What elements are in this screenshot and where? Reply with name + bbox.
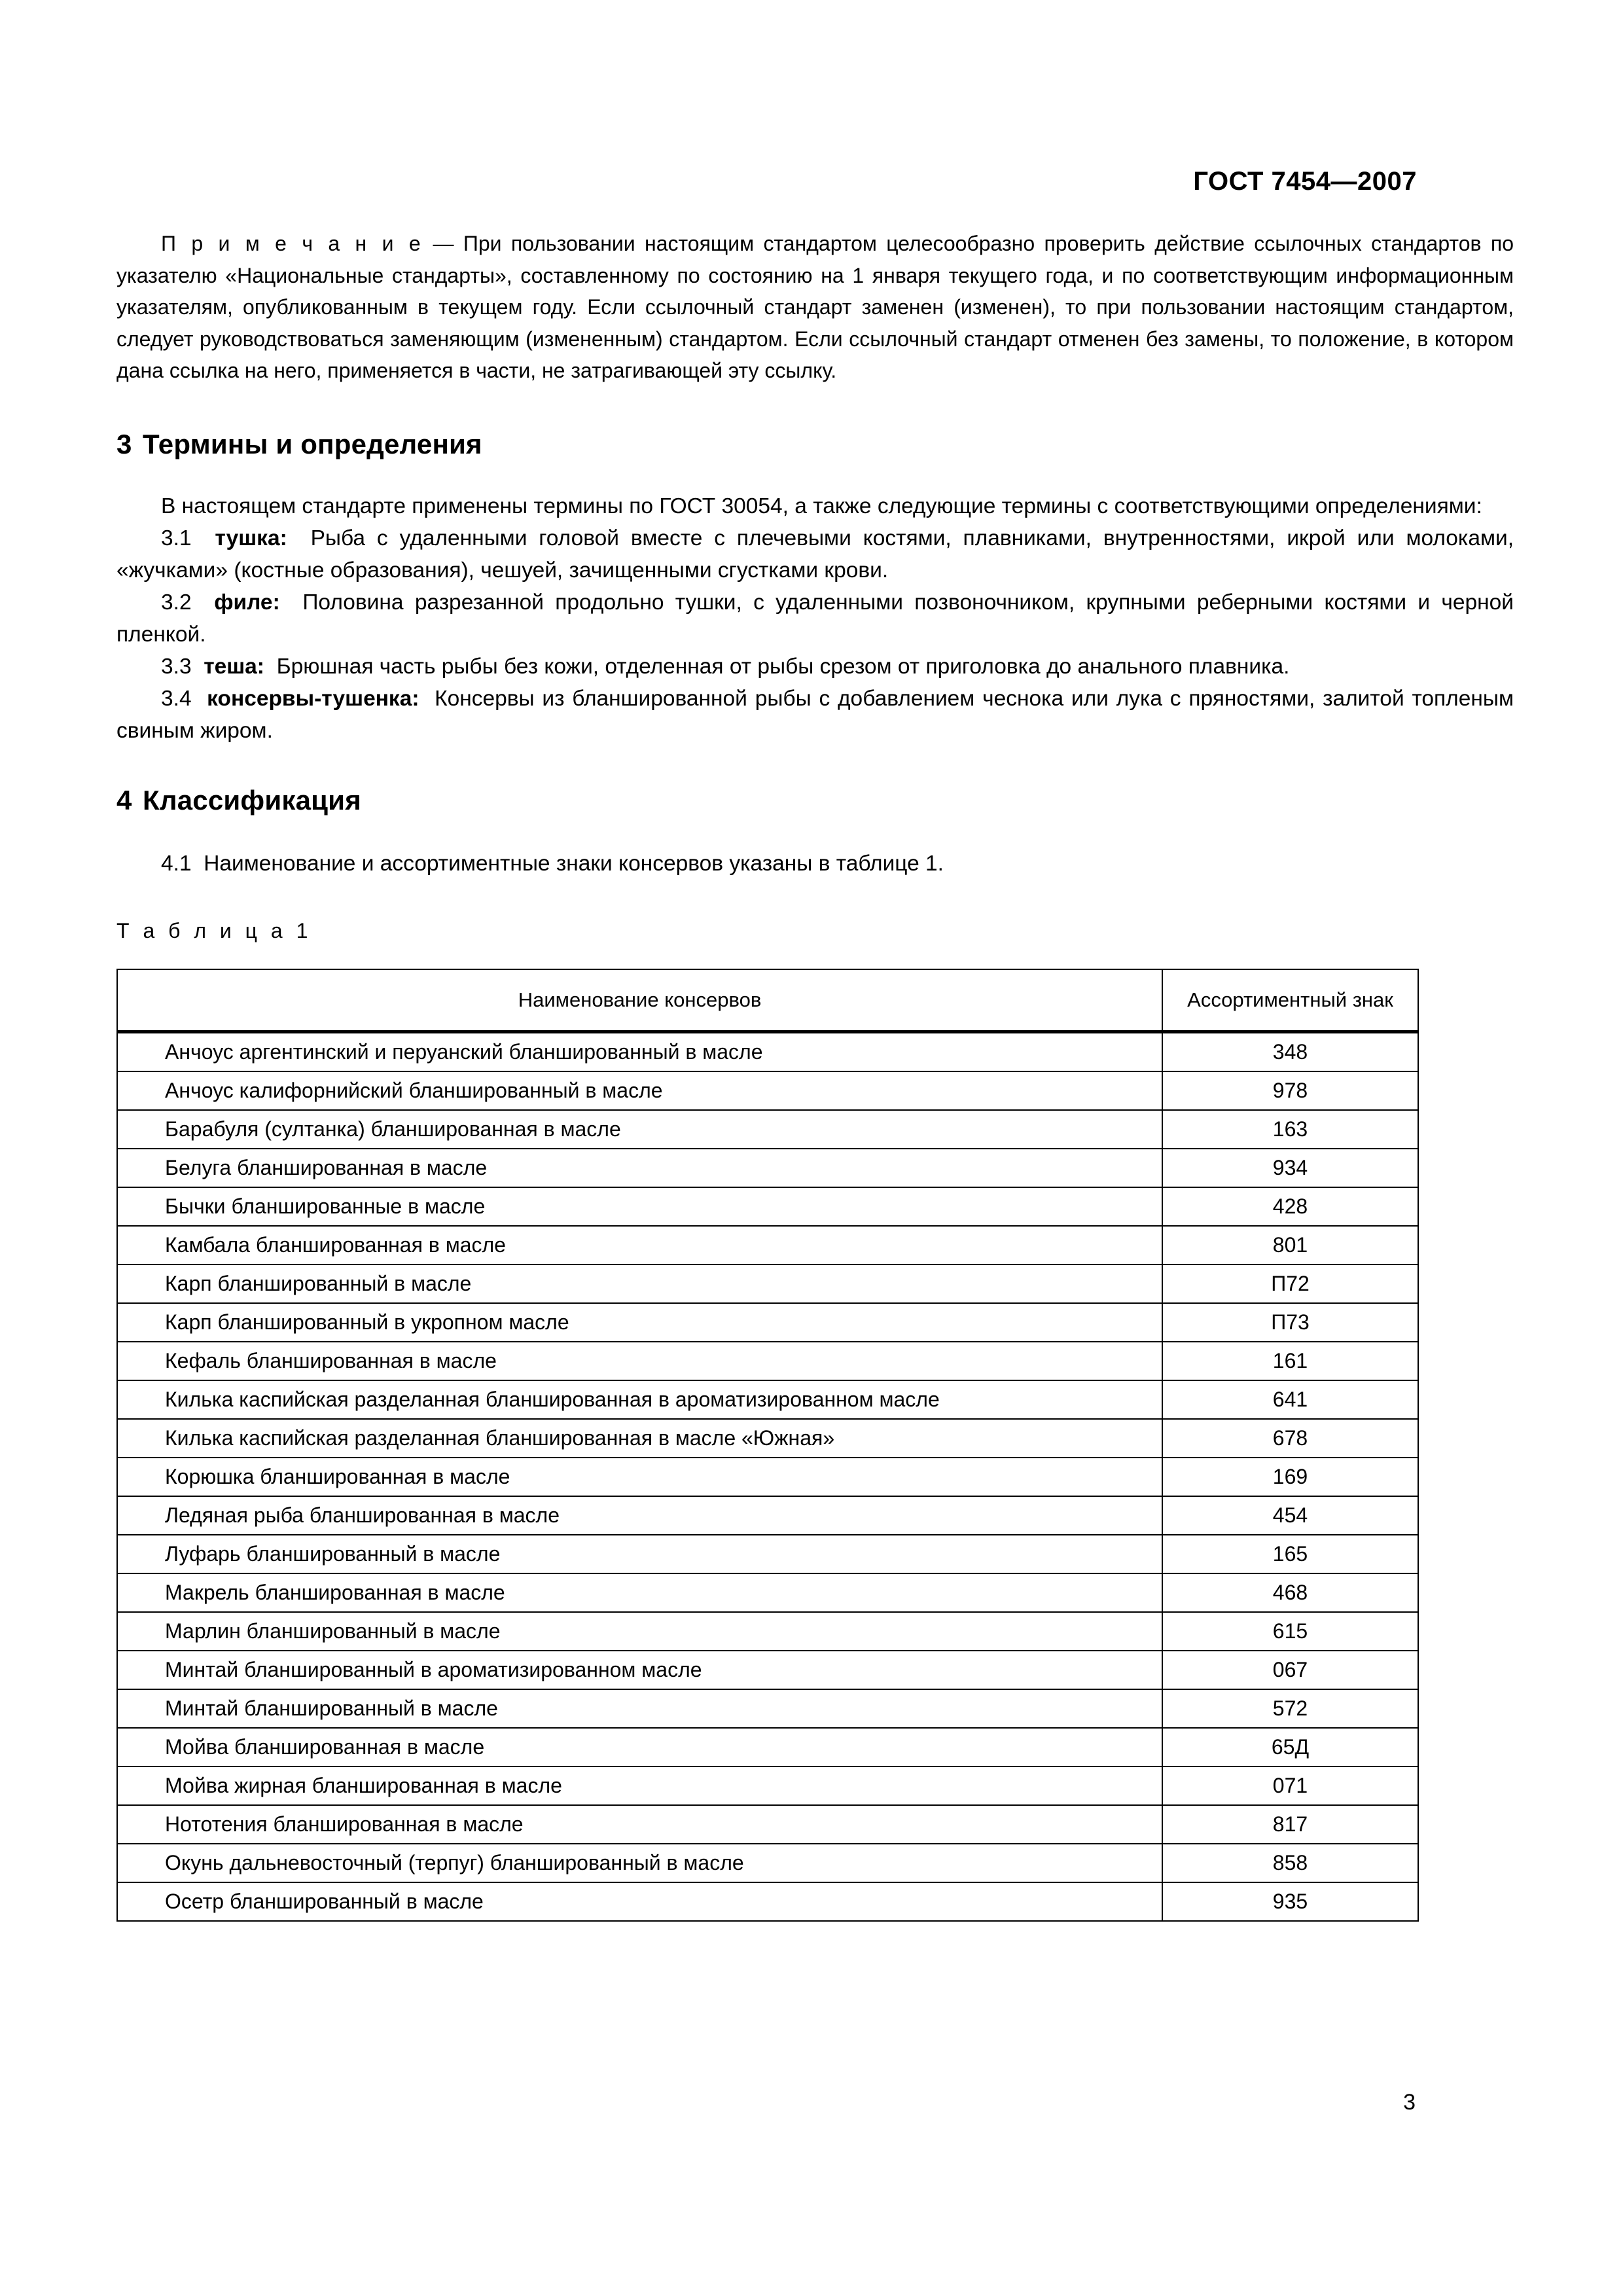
cell-product-name: Осетр бланшированный в масле xyxy=(117,1882,1162,1921)
cell-assortment-code: 641 xyxy=(1162,1380,1418,1419)
table-row xyxy=(117,1573,1418,1612)
column-header-name: Наименование консервов xyxy=(117,969,1162,1032)
cell-product-name: Барабуля (султанка) бланшированная в масле xyxy=(117,1110,1162,1149)
cell-product-name: Килька каспийская разделанная бланшированная в масле «Южная» xyxy=(117,1419,1162,1458)
term-definition: Половина разрезанной продольно тушки, с удаленными позвоночником, крупными реберными костями и черной пленкой. xyxy=(116,590,1514,647)
table-row xyxy=(117,1419,1418,1458)
table-row xyxy=(117,1612,1418,1651)
cell-product-name: Мойва жирная бланшированная в масле xyxy=(117,1767,1162,1805)
table-row xyxy=(117,1728,1418,1767)
table-row xyxy=(117,1535,1418,1573)
cell-assortment-code: 678 xyxy=(1162,1419,1418,1458)
cell-assortment-code: 348 xyxy=(1162,1031,1418,1071)
cell-assortment-code: П73 xyxy=(1162,1303,1418,1342)
table-row xyxy=(117,1110,1418,1149)
term-item-3-3 xyxy=(116,651,1514,683)
cell-product-name: Карп бланшированный в укропном масле xyxy=(117,1303,1162,1342)
cell-assortment-code: 817 xyxy=(1162,1805,1418,1844)
cell-product-name: Анчоус аргентинский и перуанский бланшированный в масле xyxy=(117,1031,1162,1071)
term-item-3-1 xyxy=(116,522,1514,586)
cell-assortment-code: П72 xyxy=(1162,1265,1418,1303)
table-header-row xyxy=(117,969,1418,1032)
cell-product-name: Ледяная рыба бланшированная в масле xyxy=(117,1496,1162,1535)
assortment-table xyxy=(116,969,1419,1922)
cell-assortment-code: 935 xyxy=(1162,1882,1418,1921)
table-row xyxy=(117,1303,1418,1342)
spacer xyxy=(116,747,1514,783)
table-row xyxy=(117,1767,1418,1805)
clause-4-1 xyxy=(116,848,1514,880)
page-content xyxy=(116,228,1514,1922)
table-row xyxy=(117,1342,1418,1380)
cell-assortment-code: 934 xyxy=(1162,1149,1418,1187)
term-definition: Брюшная часть рыбы без кожи, отделенная от рыбы срезом от приголовка до анального плавника. xyxy=(276,654,1290,679)
section-number-4: 4 xyxy=(116,784,132,816)
note-dash: — xyxy=(423,232,463,255)
note-paragraph xyxy=(116,228,1514,387)
table-row xyxy=(117,1844,1418,1882)
cell-product-name: Анчоус калифорнийский бланшированный в масле xyxy=(117,1071,1162,1110)
spacer xyxy=(116,817,1514,848)
cell-product-name: Окунь дальневосточный (терпуг) бланшированный в масле xyxy=(117,1844,1162,1882)
cell-product-name: Минтай бланшированный в масле xyxy=(117,1689,1162,1728)
table-row xyxy=(117,1187,1418,1226)
cell-assortment-code: 65Д xyxy=(1162,1728,1418,1767)
section3-intro-text: В настоящем стандарте применены термины по ГОСТ 30054, а также следующие термины с соответствующими определениями: xyxy=(161,493,1482,518)
cell-assortment-code: 067 xyxy=(1162,1651,1418,1689)
cell-product-name: Бычки бланшированные в масле xyxy=(117,1187,1162,1226)
section-title-3: Термины и определения xyxy=(143,428,482,459)
table-row xyxy=(117,1226,1418,1265)
note-label: П р и м е ч а н и е xyxy=(161,232,424,255)
cell-assortment-code: 071 xyxy=(1162,1767,1418,1805)
clause-text: Наименование и ассортиментные знаки консервов указаны в таблице 1. xyxy=(204,851,944,876)
cell-product-name: Килька каспийская разделанная бланшированная в ароматизированном масле xyxy=(117,1380,1162,1419)
term-item-3-4 xyxy=(116,683,1514,747)
term-label: консервы-тушенка: xyxy=(207,686,419,711)
section-title-4: Классификация xyxy=(143,784,361,816)
table-row xyxy=(117,1265,1418,1303)
clause-number: 4.1 xyxy=(161,851,192,876)
cell-assortment-code: 163 xyxy=(1162,1110,1418,1149)
section-heading-4 xyxy=(116,783,1514,817)
term-item-3-2 xyxy=(116,586,1514,651)
section-heading-3 xyxy=(116,427,1514,461)
term-definition: Рыба с удаленными головой вместе с плечевыми костями, плавниками, внутренностями, икрой или молоками, «жучками» (костные образования), чешуей, зачищенными сгустками крови. xyxy=(116,526,1514,583)
table-row xyxy=(117,1651,1418,1689)
cell-product-name: Марлин бланшированный в масле xyxy=(117,1612,1162,1651)
term-label: теша: xyxy=(204,654,264,679)
table-row xyxy=(117,1149,1418,1187)
cell-product-name: Макрель бланшированная в масле xyxy=(117,1573,1162,1612)
table-row xyxy=(117,1805,1418,1844)
cell-assortment-code: 615 xyxy=(1162,1612,1418,1651)
cell-assortment-code: 454 xyxy=(1162,1496,1418,1535)
section3-intro xyxy=(116,490,1514,522)
note-text: При пользовании настоящим стандартом целесообразно проверить действие ссылочных стандартов по указателю «Национальные стандарты», составленному по состоянию на 1 января текущего года, и по соответствующим информационным указателям, опубликованным в текущем году. Если ссылочный стандарт заменен (изменен), то при пользовании настоящим стандартом, следует руководствоваться заменяющим (измененным) стандартом. Если ссылочный стандарт отменен без замены, то положение, в котором дана ссылка на него, применяется в части, не затрагивающей эту ссылку. xyxy=(116,232,1514,382)
spacer xyxy=(116,387,1514,427)
table-row xyxy=(117,1496,1418,1535)
cell-product-name: Нототения бланшированная в масле xyxy=(117,1805,1162,1844)
table-header xyxy=(117,969,1418,1032)
cell-product-name: Луфарь бланшированный в масле xyxy=(117,1535,1162,1573)
cell-assortment-code: 572 xyxy=(1162,1689,1418,1728)
section-number-3: 3 xyxy=(116,428,132,459)
cell-product-name: Корюшка бланшированная в масле xyxy=(117,1458,1162,1496)
term-definition: Консервы из бланшированной рыбы с добавлением чеснока или лука с пряностями, залитой топленым свиным жиром. xyxy=(116,686,1514,743)
term-label: филе: xyxy=(214,590,280,615)
table-row xyxy=(117,1071,1418,1110)
page-number: 3 xyxy=(1403,2090,1416,2115)
table-caption: Т а б л и ц а 1 xyxy=(116,918,312,942)
cell-assortment-code: 801 xyxy=(1162,1226,1418,1265)
cell-product-name: Мойва бланшированная в масле xyxy=(117,1728,1162,1767)
cell-product-name: Карп бланшированный в масле xyxy=(117,1265,1162,1303)
term-number: 3.3 xyxy=(161,654,192,679)
spacer xyxy=(116,880,1514,918)
table-body xyxy=(117,1031,1418,1921)
cell-product-name: Белуга бланшированная в масле xyxy=(117,1149,1162,1187)
term-number: 3.4 xyxy=(161,686,192,711)
cell-assortment-code: 161 xyxy=(1162,1342,1418,1380)
running-header: ГОСТ 7454—2007 xyxy=(1193,167,1417,196)
table-row xyxy=(117,1882,1418,1921)
term-number: 3.1 xyxy=(161,526,192,550)
cell-assortment-code: 468 xyxy=(1162,1573,1418,1612)
table-row xyxy=(117,1380,1418,1419)
table-row xyxy=(117,1458,1418,1496)
cell-assortment-code: 978 xyxy=(1162,1071,1418,1110)
table-row xyxy=(117,1031,1418,1071)
cell-product-name: Минтай бланшированный в ароматизированном масле xyxy=(117,1651,1162,1689)
cell-assortment-code: 169 xyxy=(1162,1458,1418,1496)
cell-assortment-code: 165 xyxy=(1162,1535,1418,1573)
column-header-code: Ассортиментный знак xyxy=(1162,969,1418,1032)
spacer xyxy=(116,461,1514,490)
cell-assortment-code: 428 xyxy=(1162,1187,1418,1226)
cell-product-name: Камбала бланшированная в масле xyxy=(117,1226,1162,1265)
cell-assortment-code: 858 xyxy=(1162,1844,1418,1882)
term-label: тушка: xyxy=(215,526,287,550)
term-number: 3.2 xyxy=(161,590,192,615)
table-row xyxy=(117,1689,1418,1728)
cell-product-name: Кефаль бланшированная в масле xyxy=(117,1342,1162,1380)
